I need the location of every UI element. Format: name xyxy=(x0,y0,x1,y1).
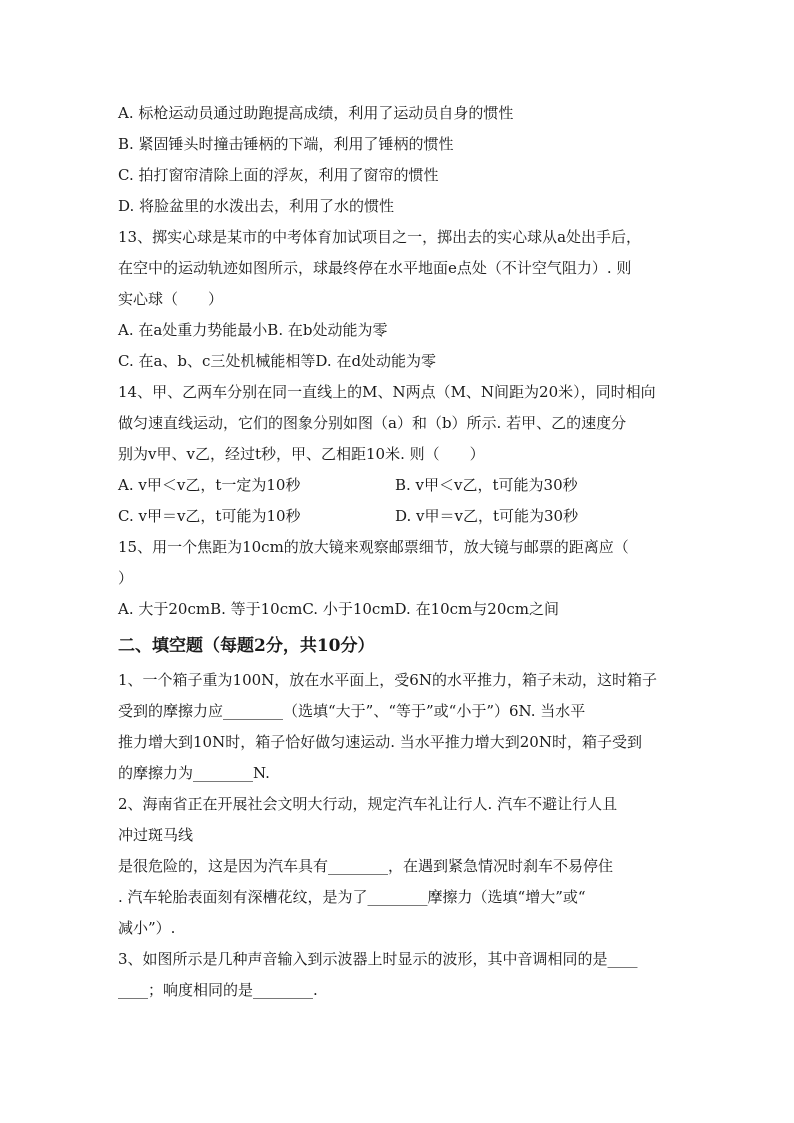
fill3-line-1: 3、如图所示是几种声音输入到示波器上时显示的波形，其中音调相同的是____ xyxy=(118,950,638,968)
q14-stem-line-2: 做匀速直线运动，它们的图象分别如图（a）和（b）所示. 若甲、乙的速度分 xyxy=(118,414,627,432)
q13-stem-line-2: 在空中的运动轨迹如图所示，球最终停在水平地面e点处（不计空气阻力）. 则 xyxy=(118,259,632,277)
q14-options-row-1 xyxy=(118,470,688,501)
fill3-line-2: ____；响度相同的是________. xyxy=(118,981,318,999)
fill2-line-3: 是很危险的，这是因为汽车具有________，在遇到紧急情况时刹车不易停住 xyxy=(118,857,614,875)
q14-option-b: B. v甲＜v乙，t可能为30秒 xyxy=(395,476,578,494)
fill2-line-1: 2、海南省正在开展社会文明大行动，规定汽车礼让行人. 汽车不避让行人且 xyxy=(118,795,618,813)
q13-stem-line-1: 13、掷实心球是某市的中考体育加试项目之一，掷出去的实心球从a处出手后， xyxy=(118,228,642,246)
q14-stem-line-1: 14、甲、乙两车分别在同一直线上的M、N两点（M、N间距为20米），同时相向 xyxy=(118,383,656,401)
q12-option-b: B. 紧固锤头时撞击锤柄的下端，利用了锤柄的惯性 xyxy=(118,135,454,153)
q14-stem-line-3: 别为v甲、v乙，经过t秒，甲、乙相距10米. 则（ ） xyxy=(118,445,485,463)
q12-option-d: D. 将脸盆里的水泼出去，利用了水的惯性 xyxy=(118,197,395,215)
q14-option-c: C. v甲＝v乙，t可能为10秒 xyxy=(118,507,301,525)
fill1-line-1: 1、一个箱子重为100N，放在水平面上，受6N的水平推力，箱子未动，这时箱子 xyxy=(118,671,657,689)
section-heading-fill-in: 二、填空题（每题2分，共10分） xyxy=(118,636,375,656)
q13-stem-line-3: 实心球（ ） xyxy=(118,290,224,308)
q13-options-ab: A. 在a处重力势能最小B. 在b处动能为零 xyxy=(118,321,388,339)
exam-page xyxy=(118,98,688,1006)
q12-option-a: A. 标枪运动员通过助跑提高成绩，利用了运动员自身的惯性 xyxy=(118,104,514,122)
fill2-line-2: 冲过斑马线 xyxy=(118,826,194,844)
fill1-line-3: 推力增大到10N时，箱子恰好做匀速运动. 当水平推力增大到20N时，箱子受到 xyxy=(118,733,642,751)
fill1-line-2: 受到的摩擦力应________（选填“大于”、“等于”或“小于”）6N. 当水平 xyxy=(118,702,586,720)
q12-option-c: C. 拍打窗帘清除上面的浮灰，利用了窗帘的惯性 xyxy=(118,166,439,184)
fill2-line-5: 减小”）. xyxy=(118,919,176,937)
fill2-line-4: . 汽车轮胎表面刻有深槽花纹，是为了________摩擦力（选填“增大”或“ xyxy=(118,888,586,906)
q13-options-cd: C. 在a、b、c三处机械能相等D. 在d处动能为零 xyxy=(118,352,437,370)
fill1-line-4: 的摩擦力为________N. xyxy=(118,764,270,782)
q15-stem-line-1: 15、用一个焦距为10cm的放大镜来观察邮票细节，放大镜与邮票的距离应（ xyxy=(118,538,629,556)
q14-option-d: D. v甲＝v乙，t可能为30秒 xyxy=(395,507,579,525)
q15-options: A. 大于20cmB. 等于10cmC. 小于10cmD. 在10cm与20cm之间 xyxy=(118,600,559,618)
q15-stem-line-2: ） xyxy=(118,569,134,587)
q14-options-row-2 xyxy=(118,501,688,532)
q14-option-a: A. v甲＜v乙，t一定为10秒 xyxy=(118,476,301,494)
